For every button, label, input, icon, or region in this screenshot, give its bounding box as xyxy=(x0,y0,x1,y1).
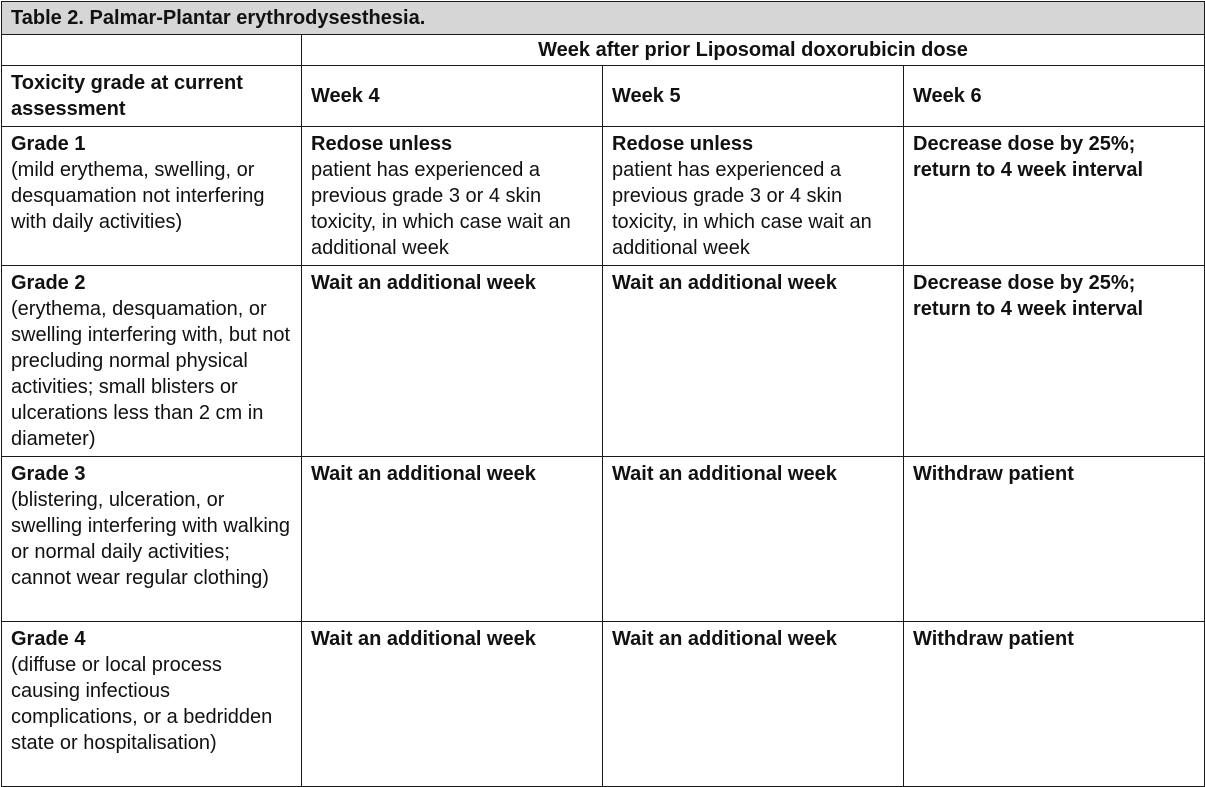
action-bold: Decrease dose by 25%; return to 4 week interval xyxy=(913,272,1144,320)
action-bold: Wait an additional week xyxy=(311,463,536,485)
action-bold: Decrease dose by 25%; return to 4 week interval xyxy=(913,133,1144,181)
week-4-cell xyxy=(302,266,603,457)
column-header-toxicity-grade: Toxicity grade at current assessment xyxy=(2,66,302,127)
grade-cell xyxy=(2,127,302,266)
action-bold: Redose unless xyxy=(311,133,453,155)
week-6-cell xyxy=(904,127,1205,266)
table-row xyxy=(2,127,1205,266)
action-text: patient has experienced a previous grade 3 or 4 skin toxicity, in which case wait an additional week xyxy=(311,159,571,259)
toxicity-table xyxy=(1,1,1205,787)
week-5-cell xyxy=(603,266,904,457)
action-text: patient has experienced a previous grade 3 or 4 skin toxicity, in which case wait an additional week xyxy=(612,159,872,259)
action-bold: Withdraw patient xyxy=(913,628,1074,650)
grade-cell xyxy=(2,266,302,457)
week-5-cell xyxy=(603,127,904,266)
grade-label: Grade 4 xyxy=(11,628,86,650)
table-row xyxy=(2,266,1205,457)
empty-corner-cell xyxy=(2,35,302,66)
column-header-week-6: Week 6 xyxy=(904,66,1205,127)
week-4-cell xyxy=(302,127,603,266)
grade-description: (mild erythema, swelling, or desquamation not interfering with daily activities) xyxy=(11,159,265,233)
week-6-cell xyxy=(904,622,1205,787)
grade-description: (erythema, desquamation, or swelling interfering with, but not precluding normal physical activities; small blisters or ulcerations less than 2 cm in diameter) xyxy=(11,298,291,450)
week-6-cell xyxy=(904,266,1205,457)
grade-cell xyxy=(2,622,302,787)
grade-label: Grade 2 xyxy=(11,272,86,294)
action-bold: Wait an additional week xyxy=(612,272,837,294)
action-bold: Wait an additional week xyxy=(311,628,536,650)
action-bold: Redose unless xyxy=(612,133,754,155)
action-bold: Withdraw patient xyxy=(913,463,1074,485)
week-5-cell xyxy=(603,622,904,787)
action-bold: Wait an additional week xyxy=(612,628,837,650)
week-6-cell xyxy=(904,457,1205,622)
grade-label: Grade 3 xyxy=(11,463,86,485)
table-row xyxy=(2,622,1205,787)
grade-description: (blistering, ulceration, or swelling interfering with walking or normal daily activities; cannot wear regular clothing) xyxy=(11,489,291,589)
week-4-cell xyxy=(302,457,603,622)
week-5-cell xyxy=(603,457,904,622)
group-header: Week after prior Liposomal doxorubicin dose xyxy=(302,35,1205,66)
column-header-week-5: Week 5 xyxy=(603,66,904,127)
table-row xyxy=(2,457,1205,622)
grade-description: (diffuse or local process causing infectious complications, or a bedridden state or hospitalisation) xyxy=(11,654,273,754)
table-caption: Table 2. Palmar-Plantar erythrodysesthesia. xyxy=(2,2,1205,35)
column-header-week-4: Week 4 xyxy=(302,66,603,127)
grade-label: Grade 1 xyxy=(11,133,86,155)
action-bold: Wait an additional week xyxy=(311,272,536,294)
action-bold: Wait an additional week xyxy=(612,463,837,485)
grade-cell xyxy=(2,457,302,622)
week-4-cell xyxy=(302,622,603,787)
